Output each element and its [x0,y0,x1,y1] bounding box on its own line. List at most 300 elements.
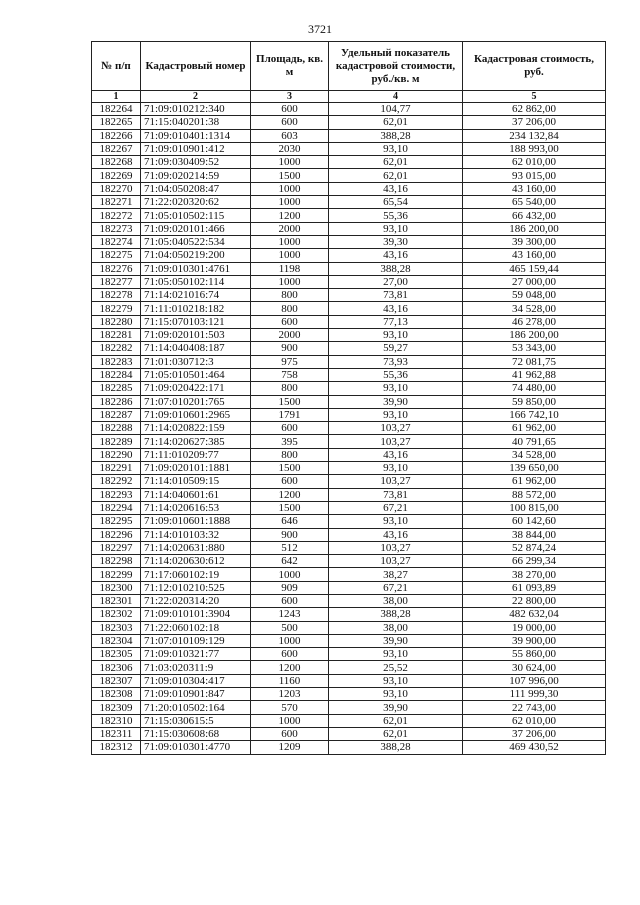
column-number: 2 [141,91,251,103]
row-number-cell: 182289 [92,435,141,448]
specific-rate-cell: 73,81 [329,488,463,501]
cadastral-cost-cell: 100 815,00 [463,501,606,514]
area-cell: 909 [251,581,329,594]
area-cell: 1000 [251,275,329,288]
specific-rate-cell: 103,27 [329,475,463,488]
specific-rate-cell: 388,28 [329,741,463,754]
area-cell: 1500 [251,501,329,514]
cadastral-number-cell: 71:14:020631:880 [141,541,251,554]
area-cell: 800 [251,302,329,315]
cadastral-number-cell: 71:14:020627:385 [141,435,251,448]
specific-rate-cell: 62,01 [329,727,463,740]
area-cell: 900 [251,528,329,541]
cadastral-cost-cell: 60 142,60 [463,515,606,528]
row-number-cell: 182295 [92,515,141,528]
table-row [92,235,606,248]
row-number-cell: 182309 [92,701,141,714]
area-cell: 600 [251,116,329,129]
table-row [92,315,606,328]
table-row [92,302,606,315]
area-cell: 395 [251,435,329,448]
area-cell: 1243 [251,608,329,621]
cadastral-cost-cell: 166 742,10 [463,408,606,421]
area-cell: 758 [251,368,329,381]
table-row [92,382,606,395]
row-number-cell: 182296 [92,528,141,541]
table-row [92,634,606,647]
area-cell: 1000 [251,156,329,169]
cadastral-number-cell: 71:01:030712:3 [141,355,251,368]
area-cell: 1200 [251,661,329,674]
row-number-cell: 182292 [92,475,141,488]
table-row [92,103,606,116]
cadastral-cost-cell: 55 860,00 [463,648,606,661]
header-cadastral-cost: Кадастровая стоимость, руб. [463,42,606,91]
row-number-cell: 182278 [92,289,141,302]
cadastral-number-cell: 71:22:020320:62 [141,196,251,209]
cadastral-cost-cell: 61 962,00 [463,475,606,488]
cadastral-cost-cell: 37 206,00 [463,727,606,740]
area-cell: 1203 [251,688,329,701]
cadastral-number-cell: 71:14:040408:187 [141,342,251,355]
cadastral-number-cell: 71:09:010321:77 [141,648,251,661]
cadastral-cost-cell: 59 048,00 [463,289,606,302]
area-cell: 600 [251,475,329,488]
area-cell: 600 [251,727,329,740]
row-number-cell: 182266 [92,129,141,142]
cadastral-cost-cell: 34 528,00 [463,302,606,315]
row-number-cell: 182301 [92,594,141,607]
specific-rate-cell: 25,52 [329,661,463,674]
row-number-cell: 182297 [92,541,141,554]
row-number-cell: 182311 [92,727,141,740]
cadastral-number-cell: 71:14:020616:53 [141,501,251,514]
area-cell: 600 [251,648,329,661]
cadastral-number-cell: 71:09:010901:412 [141,142,251,155]
row-number-cell: 182304 [92,634,141,647]
specific-rate-cell: 59,27 [329,342,463,355]
cadastral-number-cell: 71:14:040601:61 [141,488,251,501]
table-row [92,329,606,342]
specific-rate-cell: 43,16 [329,182,463,195]
table-row [92,196,606,209]
column-number: 4 [329,91,463,103]
row-number-cell: 182285 [92,382,141,395]
row-number-cell: 182293 [92,488,141,501]
cadastral-number-cell: 71:09:010601:1888 [141,515,251,528]
cadastral-number-cell: 71:22:060102:18 [141,621,251,634]
row-number-cell: 182279 [92,302,141,315]
area-cell: 600 [251,103,329,116]
cadastral-cost-cell: 41 962,88 [463,368,606,381]
table-row [92,528,606,541]
cadastral-cost-cell: 93 015,00 [463,169,606,182]
cadastral-cost-cell: 22 800,00 [463,594,606,607]
specific-rate-cell: 93,10 [329,688,463,701]
specific-rate-cell: 62,01 [329,116,463,129]
area-cell: 500 [251,621,329,634]
cadastral-number-cell: 71:09:020214:59 [141,169,251,182]
area-cell: 600 [251,315,329,328]
header-cadastral-number: Кадастровый номер [141,42,251,91]
specific-rate-cell: 73,93 [329,355,463,368]
row-number-cell: 182272 [92,209,141,222]
table-row [92,555,606,568]
specific-rate-cell: 62,01 [329,169,463,182]
cadastral-number-cell: 71:09:010301:4761 [141,262,251,275]
specific-rate-cell: 388,28 [329,608,463,621]
area-cell: 1500 [251,395,329,408]
table-row [92,674,606,687]
row-number-cell: 182312 [92,741,141,754]
area-cell: 600 [251,422,329,435]
area-cell: 1000 [251,714,329,727]
cadastral-number-cell: 71:15:070103:121 [141,315,251,328]
specific-rate-cell: 93,10 [329,222,463,235]
table-row [92,515,606,528]
area-cell: 2000 [251,222,329,235]
table-row [92,568,606,581]
table-row [92,222,606,235]
table-row [92,661,606,674]
cadastral-number-cell: 71:09:010304:417 [141,674,251,687]
table-row [92,475,606,488]
specific-rate-cell: 27,00 [329,275,463,288]
specific-rate-cell: 39,30 [329,235,463,248]
cadastral-number-cell: 71:04:050208:47 [141,182,251,195]
area-cell: 1000 [251,196,329,209]
cadastral-cost-cell: 52 874,24 [463,541,606,554]
specific-rate-cell: 388,28 [329,262,463,275]
cadastral-cost-cell: 186 200,00 [463,222,606,235]
table-row [92,209,606,222]
specific-rate-cell: 93,10 [329,329,463,342]
area-cell: 800 [251,448,329,461]
specific-rate-cell: 103,27 [329,555,463,568]
specific-rate-cell: 65,54 [329,196,463,209]
row-number-cell: 182280 [92,315,141,328]
cadastral-number-cell: 71:14:010509:15 [141,475,251,488]
cadastral-cost-cell: 74 480,00 [463,382,606,395]
cadastral-number-cell: 71:15:040201:38 [141,116,251,129]
cadastral-number-cell: 71:05:010501:464 [141,368,251,381]
cadastral-cost-cell: 38 270,00 [463,568,606,581]
cadastral-cost-cell: 19 000,00 [463,621,606,634]
specific-rate-cell: 55,36 [329,209,463,222]
row-number-cell: 182270 [92,182,141,195]
area-cell: 800 [251,382,329,395]
page-number: 3721 [308,22,332,36]
specific-rate-cell: 103,27 [329,422,463,435]
table-header-row [92,42,606,91]
cadastral-cost-cell: 234 132,84 [463,129,606,142]
table-row [92,741,606,754]
table-row [92,435,606,448]
table-row [92,581,606,594]
row-number-cell: 182308 [92,688,141,701]
cadastral-number-cell: 71:09:010401:1314 [141,129,251,142]
row-number-cell: 182269 [92,169,141,182]
cadastral-number-cell: 71:05:010502:115 [141,209,251,222]
row-number-cell: 182288 [92,422,141,435]
area-cell: 603 [251,129,329,142]
row-number-cell: 182300 [92,581,141,594]
cadastral-cost-cell: 40 791,65 [463,435,606,448]
cadastral-cost-cell: 65 540,00 [463,196,606,209]
specific-rate-cell: 388,28 [329,129,463,142]
cadastral-number-cell: 71:07:010109:129 [141,634,251,647]
table-row [92,249,606,262]
area-cell: 2030 [251,142,329,155]
specific-rate-cell: 38,00 [329,594,463,607]
row-number-cell: 182310 [92,714,141,727]
table-row [92,688,606,701]
cadastral-number-cell: 71:14:021016:74 [141,289,251,302]
table-row [92,541,606,554]
cadastral-cost-cell: 186 200,00 [463,329,606,342]
cadastral-cost-cell: 22 743,00 [463,701,606,714]
specific-rate-cell: 93,10 [329,674,463,687]
cadastral-number-cell: 71:07:010201:765 [141,395,251,408]
specific-rate-cell: 39,90 [329,395,463,408]
area-cell: 975 [251,355,329,368]
cadastral-number-cell: 71:14:020822:159 [141,422,251,435]
row-number-cell: 182271 [92,196,141,209]
specific-rate-cell: 103,27 [329,541,463,554]
specific-rate-cell: 93,10 [329,142,463,155]
specific-rate-cell: 93,10 [329,515,463,528]
specific-rate-cell: 38,00 [329,621,463,634]
specific-rate-cell: 93,10 [329,408,463,421]
cadastral-cost-cell: 66 432,00 [463,209,606,222]
cadastral-number-cell: 71:05:040522:534 [141,235,251,248]
row-number-cell: 182267 [92,142,141,155]
cadastral-cost-cell: 61 962,00 [463,422,606,435]
specific-rate-cell: 73,81 [329,289,463,302]
specific-rate-cell: 43,16 [329,448,463,461]
table-row [92,342,606,355]
cadastral-cost-cell: 30 624,00 [463,661,606,674]
row-number-cell: 182303 [92,621,141,634]
cadastral-cost-cell: 34 528,00 [463,448,606,461]
specific-rate-cell: 93,10 [329,648,463,661]
table-row [92,422,606,435]
row-number-cell: 182265 [92,116,141,129]
specific-rate-cell: 67,21 [329,581,463,594]
table-row [92,116,606,129]
row-number-cell: 182268 [92,156,141,169]
table-row [92,262,606,275]
row-number-cell: 182282 [92,342,141,355]
table-row [92,462,606,475]
row-number-cell: 182291 [92,462,141,475]
area-cell: 1500 [251,462,329,475]
row-number-cell: 182306 [92,661,141,674]
row-number-cell: 182286 [92,395,141,408]
cadastral-cost-cell: 39 300,00 [463,235,606,248]
cadastral-cost-cell: 43 160,00 [463,182,606,195]
cadastral-cost-cell: 39 900,00 [463,634,606,647]
cadastral-cost-cell: 111 999,30 [463,688,606,701]
cadastral-cost-cell: 465 159,44 [463,262,606,275]
cadastral-cost-cell: 46 278,00 [463,315,606,328]
specific-rate-cell: 43,16 [329,302,463,315]
area-cell: 642 [251,555,329,568]
table-row [92,608,606,621]
area-cell: 1500 [251,169,329,182]
cadastral-cost-cell: 53 343,00 [463,342,606,355]
table-row [92,594,606,607]
area-cell: 2000 [251,329,329,342]
header-area: Площадь, кв. м [251,42,329,91]
area-cell: 900 [251,342,329,355]
specific-rate-cell: 104,77 [329,103,463,116]
cadastral-cost-cell: 62 862,00 [463,103,606,116]
area-cell: 1791 [251,408,329,421]
cadastral-number-cell: 71:14:020630:612 [141,555,251,568]
table-row [92,408,606,421]
column-number-row [92,91,606,103]
cadastral-cost-cell: 62 010,00 [463,714,606,727]
table-row [92,129,606,142]
cadastral-cost-cell: 482 632,04 [463,608,606,621]
area-cell: 512 [251,541,329,554]
area-cell: 570 [251,701,329,714]
row-number-cell: 182275 [92,249,141,262]
specific-rate-cell: 93,10 [329,382,463,395]
cadastral-number-cell: 71:09:030409:52 [141,156,251,169]
cadastral-cost-cell: 188 993,00 [463,142,606,155]
cadastral-number-cell: 71:09:020101:466 [141,222,251,235]
specific-rate-cell: 103,27 [329,435,463,448]
table-row [92,355,606,368]
cadastral-number-cell: 71:15:030615:5 [141,714,251,727]
table-row [92,156,606,169]
cadastral-number-cell: 71:09:010101:3904 [141,608,251,621]
specific-rate-cell: 62,01 [329,714,463,727]
row-number-cell: 182298 [92,555,141,568]
cadastral-number-cell: 71:15:030608:68 [141,727,251,740]
table-row [92,648,606,661]
cadastral-cost-cell: 37 206,00 [463,116,606,129]
specific-rate-cell: 55,36 [329,368,463,381]
area-cell: 1000 [251,634,329,647]
header-specific-rate: Удельный показатель кадастровой стоимости, руб./кв. м [329,42,463,91]
specific-rate-cell: 67,21 [329,501,463,514]
area-cell: 1000 [251,568,329,581]
table-row [92,289,606,302]
cadastral-number-cell: 71:09:010901:847 [141,688,251,701]
table-row [92,621,606,634]
row-number-cell: 182274 [92,235,141,248]
specific-rate-cell: 38,27 [329,568,463,581]
cadastral-cost-cell: 62 010,00 [463,156,606,169]
cadastral-cost-cell: 139 650,00 [463,462,606,475]
row-number-cell: 182264 [92,103,141,116]
row-number-cell: 182307 [92,674,141,687]
specific-rate-cell: 93,10 [329,462,463,475]
cadastral-number-cell: 71:09:010212:340 [141,103,251,116]
area-cell: 800 [251,289,329,302]
table-body [92,103,606,755]
table-row [92,448,606,461]
cadastral-number-cell: 71:05:050102:114 [141,275,251,288]
area-cell: 1000 [251,249,329,262]
table-row [92,275,606,288]
area-cell: 1000 [251,182,329,195]
header-num: № п/п [92,42,141,91]
area-cell: 1000 [251,235,329,248]
row-number-cell: 182281 [92,329,141,342]
cadastral-number-cell: 71:09:020422:171 [141,382,251,395]
row-number-cell: 182284 [92,368,141,381]
row-number-cell: 182287 [92,408,141,421]
cadastral-number-cell: 71:09:020101:503 [141,329,251,342]
cadastral-cost-cell: 59 850,00 [463,395,606,408]
cadastral-number-cell: 71:22:020314:20 [141,594,251,607]
table-row [92,368,606,381]
area-cell: 646 [251,515,329,528]
table-row [92,395,606,408]
cadastral-number-cell: 71:14:010103:32 [141,528,251,541]
table-row [92,701,606,714]
column-number: 1 [92,91,141,103]
specific-rate-cell: 62,01 [329,156,463,169]
table-row [92,714,606,727]
cadastral-number-cell: 71:09:010601:2965 [141,408,251,421]
area-cell: 1200 [251,488,329,501]
specific-rate-cell: 43,16 [329,528,463,541]
specific-rate-cell: 43,16 [329,249,463,262]
table-row [92,488,606,501]
table-row [92,142,606,155]
specific-rate-cell: 39,90 [329,634,463,647]
cadastral-cost-cell: 43 160,00 [463,249,606,262]
area-cell: 1209 [251,741,329,754]
cadastral-cost-cell: 66 299,34 [463,555,606,568]
cadastral-number-cell: 71:09:010301:4770 [141,741,251,754]
row-number-cell: 182302 [92,608,141,621]
cadastral-number-cell: 71:17:060102:19 [141,568,251,581]
table-row [92,182,606,195]
area-cell: 1160 [251,674,329,687]
cadastral-number-cell: 71:11:010218:182 [141,302,251,315]
table-row [92,169,606,182]
column-number: 3 [251,91,329,103]
cadastral-number-cell: 71:20:010502:164 [141,701,251,714]
cadastral-cost-cell: 72 081,75 [463,355,606,368]
cadastral-number-cell: 71:11:010209:77 [141,448,251,461]
table-row [92,727,606,740]
row-number-cell: 182283 [92,355,141,368]
cadastral-value-table [91,41,606,755]
cadastral-number-cell: 71:12:010210:525 [141,581,251,594]
row-number-cell: 182299 [92,568,141,581]
row-number-cell: 182273 [92,222,141,235]
cadastral-number-cell: 71:09:020101:1881 [141,462,251,475]
specific-rate-cell: 39,90 [329,701,463,714]
area-cell: 600 [251,594,329,607]
row-number-cell: 182305 [92,648,141,661]
cadastral-cost-cell: 107 996,00 [463,674,606,687]
area-cell: 1198 [251,262,329,275]
cadastral-cost-cell: 27 000,00 [463,275,606,288]
cadastral-cost-cell: 469 430,52 [463,741,606,754]
row-number-cell: 182276 [92,262,141,275]
area-cell: 1200 [251,209,329,222]
cadastral-number-cell: 71:03:020311:9 [141,661,251,674]
table-row [92,501,606,514]
